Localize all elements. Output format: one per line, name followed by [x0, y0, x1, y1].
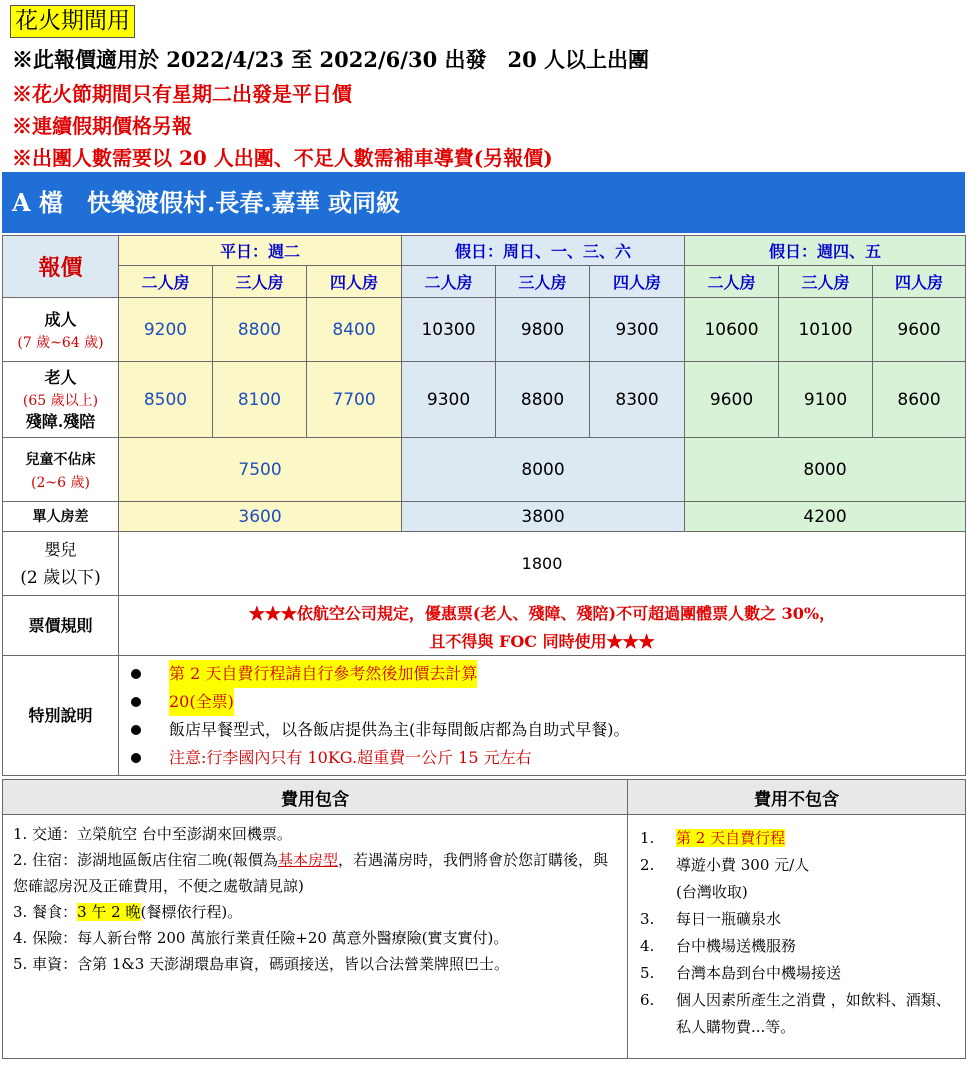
item-number: 1.: [640, 829, 655, 847]
exclude-text: 台中機場送機服務: [676, 937, 797, 955]
price-cell: 9600: [873, 298, 966, 362]
exclude-list: [628, 815, 966, 1059]
child-label: 兒童不佔床: [25, 451, 96, 468]
item-number: 3.: [640, 910, 655, 928]
price-cell: 1800: [119, 532, 966, 596]
price-cell: 3600: [119, 502, 402, 532]
table-row-senior: [3, 362, 966, 438]
price-cell: 9100: [779, 362, 873, 438]
note-text: 第 2 天自費行程請自行參考然後加價去計算: [169, 660, 477, 688]
price-cell: 8400: [307, 298, 402, 362]
price-cell: 10300: [402, 298, 496, 362]
price-cell: 8800: [213, 298, 307, 362]
list-item: [13, 847, 619, 899]
exclude-text: 個人因素所產生之消費 ，如飲料、酒類、私人購物費...等。: [676, 991, 951, 1036]
price-cell: 4200: [685, 502, 966, 532]
price-cell: 7700: [307, 362, 402, 438]
infant-label: 嬰兒: [44, 539, 77, 559]
senior-age: (65 歲以上): [22, 392, 99, 409]
rule-line-2: 且不得與 FOC 同時使用★★★: [429, 631, 655, 651]
group-holiday-a: 假日：周日、一、三、六: [402, 236, 685, 266]
include-text: ，若遇滿房時，我們將會於您訂購後，與您確認房況及正確費用，不便之處敬請見諒): [13, 851, 608, 895]
list-item: [640, 987, 957, 1041]
price-cell: 3800: [402, 502, 685, 532]
list-item: 5. 車資：含第 1&3 天澎湖環島車資，碼頭接送，皆以合法營業牌照巴士。: [13, 955, 510, 973]
bullet-icon: [131, 697, 141, 707]
room-header: 四人房: [590, 266, 685, 298]
table-row-infant: [3, 532, 966, 596]
price-cell: 7500: [119, 438, 402, 502]
table-row-child: [3, 438, 966, 502]
list-item: [640, 906, 957, 933]
list-item: [640, 852, 957, 879]
senior-label-cell: [3, 362, 119, 438]
notice-line-3: ※連續假期價格另報: [12, 114, 192, 138]
exclude-text: 台灣本島到台中機場接送: [676, 964, 842, 982]
list-item: [640, 825, 957, 852]
child-age: (2~6 歲): [31, 474, 90, 491]
single-label: 單人房差: [3, 502, 119, 532]
include-text: (餐標依行程)。: [140, 903, 243, 921]
room-header: 二人房: [402, 266, 496, 298]
price-cell: 8300: [590, 362, 685, 438]
price-label: 報價: [38, 255, 83, 281]
include-list: [3, 815, 628, 1059]
note-text: 飯店早餐型式，以各飯店提供為主(非每間飯店都為自助式早餐)。: [169, 719, 630, 739]
notice-line-1: ※此報價適用於 2022/4/23 至 2022/6/30 出發 20 人以上出團: [12, 47, 650, 72]
item-number: 6.: [640, 991, 655, 1009]
list-item: [640, 933, 957, 960]
room-header: 三人房: [213, 266, 307, 298]
group-weekday: 平日：週二: [119, 236, 402, 266]
room-header: 四人房: [307, 266, 402, 298]
include-highlight: 3 午 2 晚: [77, 903, 141, 921]
price-label-cell: [3, 236, 119, 298]
list-item: [131, 716, 965, 744]
rule-cell: [119, 596, 966, 656]
include-title: 費用包含: [3, 780, 628, 815]
table-row-adult: [3, 298, 966, 362]
special-label: 特別說明: [3, 656, 119, 776]
infant-age: (2 歲以下): [20, 567, 101, 588]
exclude-text: 導遊小費 300 元/人: [676, 856, 810, 874]
special-notes: [119, 656, 966, 776]
exclude-title: 費用不包含: [628, 780, 966, 815]
bullet-icon: [131, 669, 141, 679]
room-header: 四人房: [873, 266, 966, 298]
price-cell: 8000: [402, 438, 685, 502]
price-table: [2, 235, 966, 776]
item-number: 4.: [640, 937, 655, 955]
price-cell: 8000: [685, 438, 966, 502]
bullet-icon: [131, 725, 141, 735]
note-text: 注意:行李國內只有 10KG.超重費一公斤 15 元左右: [169, 747, 532, 767]
price-cell: 9300: [402, 362, 496, 438]
price-cell: 9600: [685, 362, 779, 438]
table-row-special: [3, 656, 966, 776]
rule-label: 票價規則: [3, 596, 119, 656]
list-item: [640, 960, 957, 987]
price-cell: 10100: [779, 298, 873, 362]
infant-label-cell: [3, 532, 119, 596]
adult-label-cell: [3, 298, 119, 362]
list-item: [131, 660, 965, 688]
room-header: 二人房: [119, 266, 213, 298]
notice-line-4: ※出團人數需要以 20 人出團、不足人數需補車導費(另報價): [12, 146, 553, 170]
list-item: 4. 保險：每人新台幣 200 萬旅行業責任險+20 萬意外醫療險(實支實付)。: [13, 929, 509, 947]
child-label-cell: [3, 438, 119, 502]
rule-line-1: ★★★依航空公司規定，優惠票(老人、殘障、殘陪)不可超過團體票人數之 30%，: [248, 603, 836, 623]
item-number: 2.: [640, 856, 655, 874]
bullet-icon: [131, 753, 141, 763]
include-text: 3. 餐食：: [13, 903, 78, 921]
fee-table: [2, 779, 966, 1059]
price-cell: 10600: [685, 298, 779, 362]
table-row-rule: [3, 596, 966, 656]
group-holiday-b: 假日：週四、五: [685, 236, 966, 266]
include-highlight: 基本房型: [277, 851, 338, 869]
list-item: [13, 899, 619, 925]
hotel-tier-banner: A 檔 快樂渡假村.長春.嘉華 或同級: [2, 172, 965, 233]
price-cell: 9800: [496, 298, 590, 362]
room-header: 二人房: [685, 266, 779, 298]
price-cell: 8600: [873, 362, 966, 438]
table-row-single: [3, 502, 966, 532]
exclude-text: 每日一瓶礦泉水: [676, 910, 782, 928]
list-item: 1. 交通：立榮航空 台中至澎湖來回機票。: [13, 825, 292, 843]
notice-line-2: ※花火節期間只有星期二出發是平日價: [12, 82, 352, 106]
include-text: 2. 住宿：澎湖地區飯店住宿二晚(報價為: [13, 851, 278, 869]
item-number: 5.: [640, 964, 655, 982]
adult-age: (7 歲~64 歲): [17, 334, 104, 351]
note-text: 20(全票): [169, 688, 234, 716]
disabled-label: 殘障.殘陪: [25, 411, 96, 431]
price-cell: 9300: [590, 298, 685, 362]
exclude-text: 第 2 天自費行程: [676, 829, 786, 847]
price-cell: 8800: [496, 362, 590, 438]
price-cell: 8100: [213, 362, 307, 438]
adult-label: 成人: [44, 309, 77, 329]
exclude-text-cont: (台灣收取): [676, 883, 748, 901]
room-header: 三人房: [779, 266, 873, 298]
price-cell: 9200: [119, 298, 213, 362]
list-item: [131, 744, 965, 772]
price-cell: 8500: [119, 362, 213, 438]
senior-label: 老人: [44, 367, 77, 387]
list-item: [131, 688, 965, 716]
page-title-tag: 花火期間用: [10, 5, 135, 38]
room-header: 三人房: [496, 266, 590, 298]
